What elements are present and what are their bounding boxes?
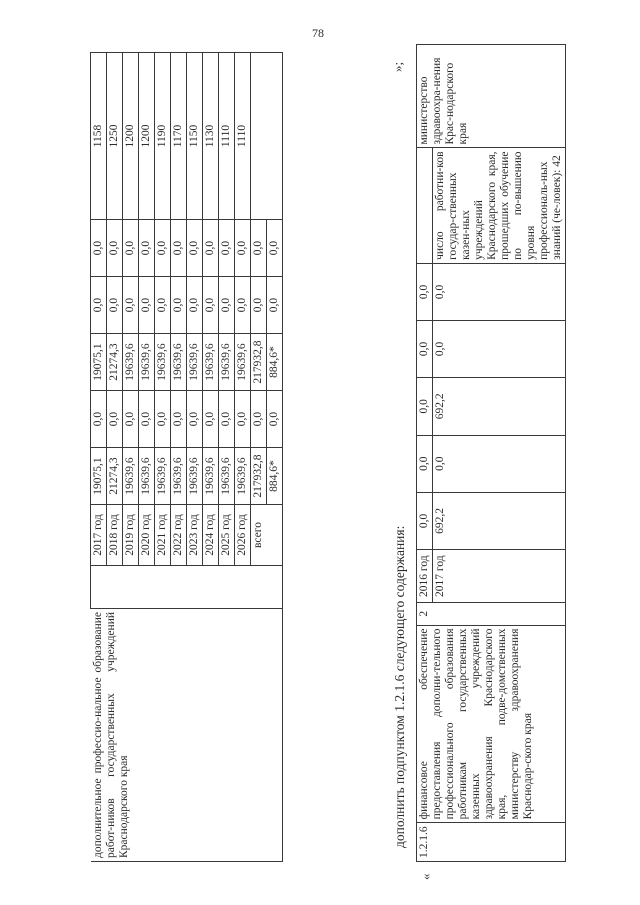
table-subitem-1-2-1-6 (416, 44, 566, 862)
value-cell: 0,0 (91, 277, 107, 334)
value-cell: 19639,6 (139, 334, 155, 391)
value-cell: 0,0 (123, 220, 139, 277)
year-cell: 2025 год (219, 505, 235, 566)
value-cell: 21274,3 (107, 334, 123, 391)
value-cell: 0,0 (187, 277, 203, 334)
year-cell: 2026 год (235, 505, 251, 566)
value-cell: 0,0 (433, 320, 566, 377)
value-cell: 0,0 (267, 220, 283, 277)
value-cell: 0,0 (155, 277, 171, 334)
value-cell: 19639,6 (203, 448, 219, 505)
value-cell: 0,0 (417, 435, 433, 492)
value-cell: 0,0 (107, 220, 123, 277)
value-cell: 692,2 (433, 492, 566, 550)
value-cell: 0,0 (171, 220, 187, 277)
value-cell: 19639,6 (187, 334, 203, 391)
year-cell: 2017 год (433, 550, 566, 603)
value-cell: 19639,6 (171, 448, 187, 505)
indicator-value: 1250 (107, 53, 123, 220)
value-cell: 19639,6 (235, 448, 251, 505)
year-cell: 2018 год (107, 505, 123, 566)
value-cell: 19639,6 (139, 448, 155, 505)
value-cell: 0,0 (219, 391, 235, 448)
value-cell: 19639,6 (123, 448, 139, 505)
closing-quote: »; (390, 61, 405, 72)
value-cell: 19639,6 (155, 334, 171, 391)
value-cell: 884,6* (267, 448, 283, 505)
table-row (91, 53, 107, 862)
value-cell: 19075,1 (91, 334, 107, 391)
value-cell: 0,0 (267, 277, 283, 334)
page-number: 78 (312, 26, 324, 40)
value-cell: 0,0 (251, 220, 267, 277)
measure-description: финансовое обеспечение предоставления дополни-тельного профессионального образования работникам государственных казенных учреждений здравоохранения Краснодарского края, подве-домственных министерству здравоохранения Краснодар-ского края (417, 625, 566, 823)
value-cell: 0,0 (417, 263, 433, 320)
value-cell: 0,0 (235, 220, 251, 277)
value-cell: 19639,6 (219, 448, 235, 505)
year-cell: 2017 год (91, 505, 107, 566)
value-cell: 0,0 (155, 220, 171, 277)
value-cell: 0,0 (139, 391, 155, 448)
amendment-heading: дополнить подпунктом 1.2.1.6 следующего содержания: (392, 525, 407, 848)
value-cell: 0,0 (187, 391, 203, 448)
year-cell: 2019 год (123, 505, 139, 566)
item-index: 1.2.1.6 (417, 823, 566, 862)
value-cell: 21274,3 (107, 448, 123, 505)
value-cell: 217932,8 (251, 448, 267, 505)
value-cell: 19639,6 (235, 334, 251, 391)
value-cell: 0,0 (203, 220, 219, 277)
indicator-value: 1200 (139, 53, 155, 220)
indicator-value: 1150 (187, 53, 203, 220)
indicator-value: 1110 (235, 53, 251, 220)
executor-cell: министерство здравоохра-нения Крас-нодарского края (417, 45, 566, 149)
column-number: 2 (417, 603, 566, 625)
value-cell: 0,0 (139, 220, 155, 277)
value-cell: 692,2 (433, 377, 566, 435)
year-cell: 2016 год (417, 550, 433, 603)
value-cell: 0,0 (107, 277, 123, 334)
indicator-value: 1200 (123, 53, 139, 220)
value-cell: 0,0 (267, 391, 283, 448)
value-cell: 19639,6 (187, 448, 203, 505)
year-cell: 2022 год (171, 505, 187, 566)
value-cell: 0,0 (123, 391, 139, 448)
value-cell: 0,0 (433, 263, 566, 320)
value-cell: 0,0 (155, 391, 171, 448)
value-cell: 0,0 (171, 391, 187, 448)
value-cell: 0,0 (417, 377, 433, 435)
value-cell: 0,0 (123, 277, 139, 334)
indicator-text: число работни-ков государ-ственных казен-ных учреждений Краснодарского края, прошедших обучение по по-вышению уровня профессиональ-ных знаний (че-ловек): 42 (433, 148, 566, 263)
opening-quote: « (418, 873, 433, 880)
rotated-sheet (90, 44, 563, 880)
value-cell: 19639,6 (171, 334, 187, 391)
value-cell: 0,0 (417, 320, 433, 377)
value-cell: 0,0 (235, 391, 251, 448)
value-cell: 0,0 (219, 277, 235, 334)
value-cell: 0,0 (235, 277, 251, 334)
table-row (417, 45, 433, 862)
value-cell: 0,0 (203, 277, 219, 334)
value-cell: 217932,8 (251, 334, 267, 391)
value-cell: 0,0 (91, 220, 107, 277)
value-cell: 0,0 (139, 277, 155, 334)
value-cell: 0,0 (187, 220, 203, 277)
total-label: всего (251, 505, 283, 566)
indicator-value: 1170 (171, 53, 187, 220)
value-cell: 0,0 (433, 435, 566, 492)
table-continuation (90, 52, 283, 862)
value-cell: 0,0 (251, 277, 267, 334)
year-cell: 2024 год (203, 505, 219, 566)
value-cell: 19075,1 (91, 448, 107, 505)
year-cell: 2023 год (187, 505, 203, 566)
value-cell: 0,0 (107, 391, 123, 448)
value-cell: 884,6* (267, 334, 283, 391)
value-cell: 19639,6 (203, 334, 219, 391)
value-cell: 0,0 (251, 391, 267, 448)
empty-cell (417, 148, 433, 263)
value-cell: 19639,6 (155, 448, 171, 505)
value-cell: 19639,6 (219, 334, 235, 391)
indicator-value: 1190 (155, 53, 171, 220)
value-cell: 19639,6 (123, 334, 139, 391)
empty-cell (251, 53, 283, 220)
value-cell: 0,0 (91, 391, 107, 448)
year-cell: 2021 год (155, 505, 171, 566)
indicator-value: 1130 (203, 53, 219, 220)
value-cell: 0,0 (203, 391, 219, 448)
measure-description: дополнительное профессио-нальное образование работ-ников государственных учреждений Краснодарского края (91, 609, 283, 862)
value-cell: 0,0 (171, 277, 187, 334)
value-cell: 0,0 (417, 492, 433, 550)
indicator-value: 1158 (91, 53, 107, 220)
year-cell: 2020 год (139, 505, 155, 566)
indicator-value: 1110 (219, 53, 235, 220)
empty-cell (91, 566, 283, 609)
value-cell: 0,0 (219, 220, 235, 277)
